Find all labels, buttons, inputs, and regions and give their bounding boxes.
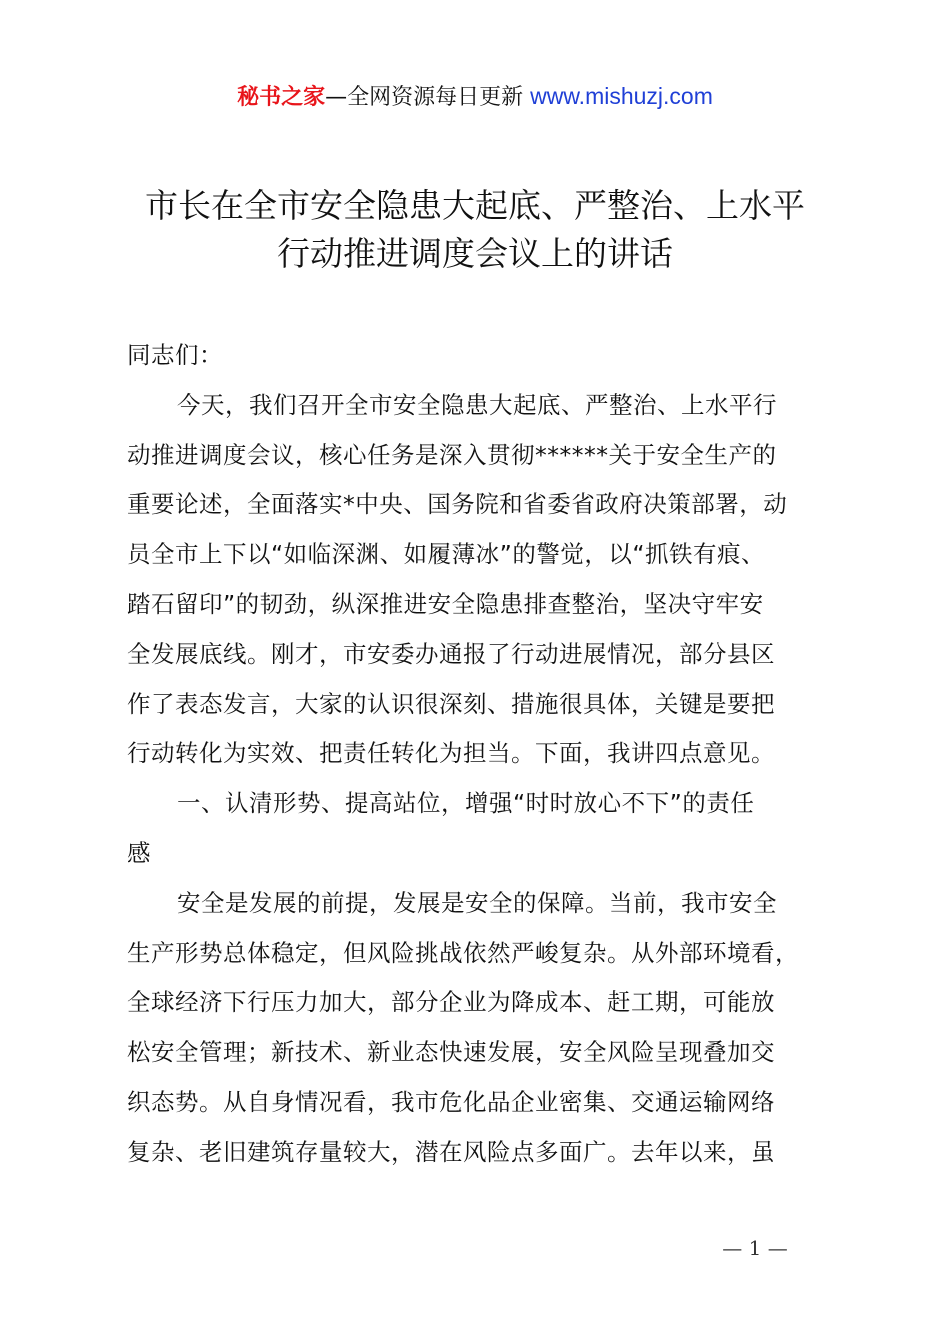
brand-name: 秘书之家 — [237, 85, 326, 110]
text-line: 全球经济下行压力加大，部分企业为降成本、赶工期，可能放 — [127, 988, 775, 1017]
text-line: 松安全管理；新技术、新业态快速发展，安全风险呈现叠加交 — [127, 1038, 775, 1067]
section-heading-line: 感 — [127, 838, 151, 867]
banner-slogan: —全网资源每日更新 — [325, 85, 531, 110]
text-line: 生产形势总体稳定，但风险挑战依然严峻复杂。从外部环境看， — [127, 938, 799, 967]
document-title — [0, 182, 950, 278]
title-line-1: 市长在全市安全隐患大起底、严整治、上水平 — [145, 186, 805, 225]
section-heading-line: 一、认清形势、提高站位，增强“时时放心不下”的责任 — [177, 789, 755, 818]
text-line: 安全是发展的前提，发展是安全的保障。当前，我市安全 — [177, 888, 777, 917]
salutation: 同志们： — [127, 341, 223, 369]
site-url-link[interactable]: www.mishuzj.com — [530, 83, 713, 109]
title-line-2: 行动推进调度会议上的讲话 — [277, 234, 673, 273]
text-line: 动推进调度会议，核心任务是深入贯彻******关于安全生产的 — [127, 440, 777, 469]
site-banner — [0, 80, 950, 114]
document-body — [127, 331, 839, 1178]
text-line: 踏石留印”的韧劲，纵深推进安全隐患排查整治，坚决守牢安 — [127, 589, 764, 618]
text-line: 全发展底线。刚才，市安委办通报了行动进展情况，部分县区 — [127, 639, 775, 668]
text-line: 织态势。从自身情况看，我市危化品企业密集、交通运输网络 — [127, 1087, 775, 1116]
text-line: 复杂、老旧建筑存量较大，潜在风险点多面广。去年以来，虽 — [127, 1137, 775, 1166]
text-line: 重要论述，全面落实*中央、国务院和省委省政府决策部署，动 — [127, 490, 788, 519]
text-line: 员全市上下以“如临深渊、如履薄冰”的警觉，以“抓铁有痕、 — [127, 540, 766, 569]
text-line: 作了表态发言，大家的认识很深刻、措施很具体，关键是要把 — [127, 689, 775, 718]
page-number: — 1 — — [722, 1236, 788, 1260]
text-line: 今天，我们召开全市安全隐患大起底、严整治、上水平行 — [177, 390, 777, 419]
text-line: 行动转化为实效、把责任转化为担当。下面，我讲四点意见。 — [127, 739, 775, 768]
